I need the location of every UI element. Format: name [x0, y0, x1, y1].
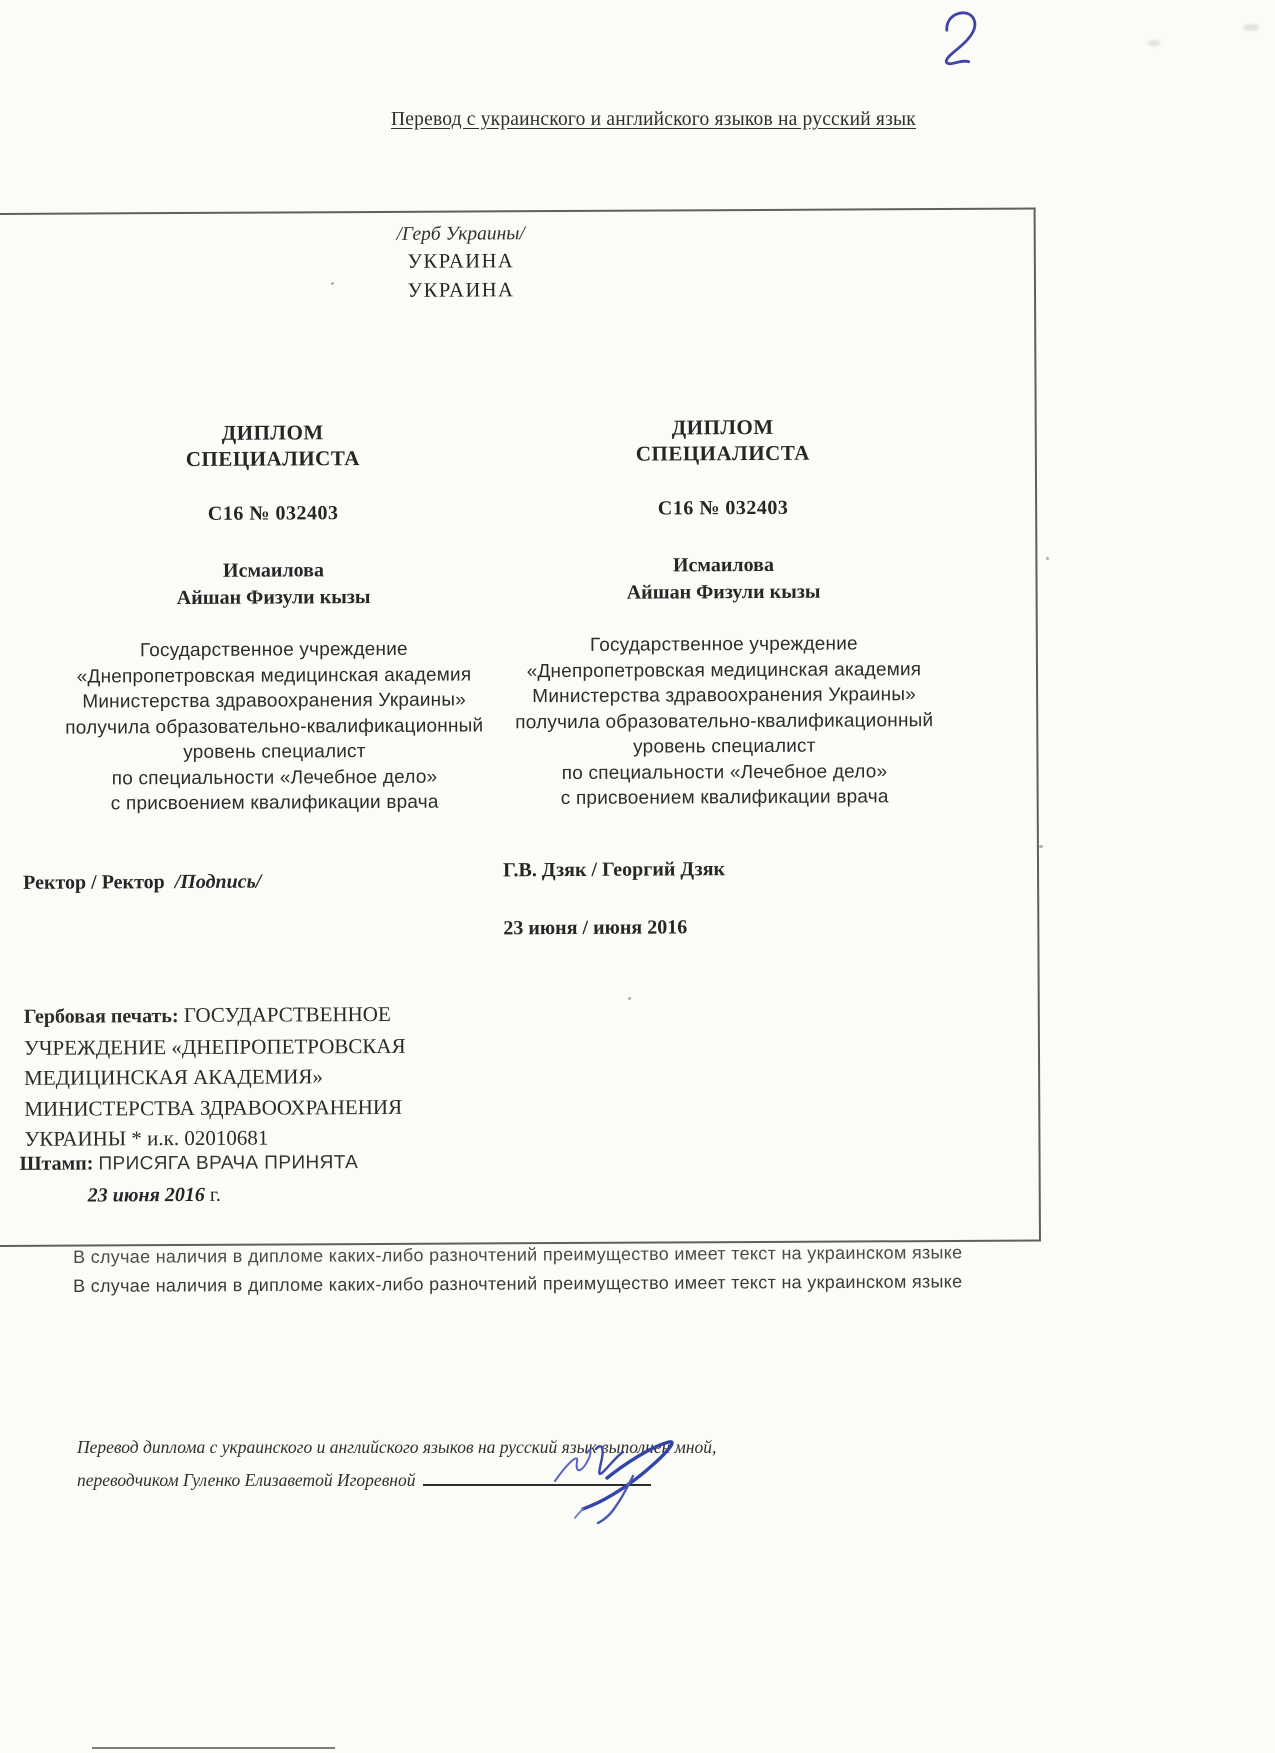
scan-artifact-smudge	[1243, 24, 1259, 31]
issue-date-line: 23 июня / июня 2016	[503, 916, 688, 940]
graduate-name: Исмаилова Айшан Физули кызы	[626, 553, 821, 604]
scan-artifact-dot	[1039, 845, 1043, 848]
graduate-name: Исмаилова Айшан Физули кызы	[176, 559, 371, 610]
seal-block	[24, 998, 505, 1154]
handwritten-page-number	[933, 3, 994, 74]
scan-artifact-edge-line	[92, 1747, 335, 1749]
diploma-title: ДИПЛОМ СПЕЦИАЛИСТА	[635, 414, 810, 466]
rector-label: Ректор / Ректор	[23, 871, 165, 894]
country-name-ua: УКРАИНА	[407, 250, 515, 273]
emblem-note: /Герб Украины/	[396, 223, 525, 245]
stamp-date: 23 июня 2016	[87, 1183, 205, 1207]
signature-note: /Подпись/	[174, 870, 262, 894]
disclaimer-line-2: В случае наличия в дипломе каких-либо разночтений преимущество имеет текст на украинском языке	[73, 1271, 963, 1296]
rector-name-line: Г.В. Дзяк / Георгий Дзяк	[502, 858, 726, 882]
translation-header: Перевод с украинского и английского языков на русский язык	[391, 109, 916, 130]
emblem-block	[0, 218, 931, 308]
diploma-frame	[0, 208, 1041, 1247]
diploma-body-text: Государственное учреждение «Днепропетровская медицинская академия Министерства здравоохранения Украины» получила образовательно-квалификационный уровень специалист по специальности «Лечебное дело» с присвоением квалификации врача	[65, 638, 484, 815]
stamp-block	[20, 1151, 359, 1208]
scan-artifact-dot	[1046, 557, 1049, 560]
diploma-body-text: Государственное учреждение «Днепропетровская медицинская академия Министерства здравоохранения Украины» получила образовательно-квалификационный уровень специалист по специальности «Лечебное дело» с присвоением квалификации врача	[515, 633, 934, 810]
translator-note-line-2: переводчиком Гуленко Елизаветой Игоревной	[77, 1470, 416, 1490]
seal-text: ГОСУДАРСТВЕННОЕ УЧРЕЖДЕНИЕ «ДНЕПРОПЕТРОВСКАЯ МЕДИЦИНСКАЯ АКАДЕМИЯ» МИНИСТЕРСТВА ЗДРАВООХРАНЕНИЯ УКРАИНЫ * и.к. 02010681	[23, 1001, 406, 1151]
diploma-column-left	[38, 418, 510, 817]
stamp-date-suffix: г.	[209, 1183, 221, 1206]
diploma-number: С16 № 032403	[207, 502, 339, 525]
seal-label: Гербовая печать:	[23, 1005, 179, 1028]
diploma-column-right	[498, 413, 950, 812]
scan-artifact-dot	[628, 997, 631, 1000]
disclaimer-line-1: В случае наличия в дипломе каких-либо разночтений преимущество имеет текст на украинском языке	[73, 1242, 963, 1267]
scan-artifact-dot	[331, 282, 334, 285]
translator-signature	[455, 1396, 735, 1566]
diploma-title: ДИПЛОМ СПЕЦИАЛИСТА	[185, 420, 360, 471]
rector-line	[23, 871, 261, 895]
stamp-label: Штамп:	[19, 1152, 94, 1175]
scan-artifact-smudge	[1148, 40, 1160, 46]
diploma-number: С16 № 032403	[657, 496, 789, 520]
stamp-text: ПРИСЯГА ВРАЧА ПРИНЯТА	[98, 1152, 359, 1175]
country-name-ru: УКРАИНА	[407, 279, 515, 302]
translator-note-line-1: Перевод диплома с украинского и английского языков на русский язык выполнен мной,	[77, 1437, 717, 1457]
